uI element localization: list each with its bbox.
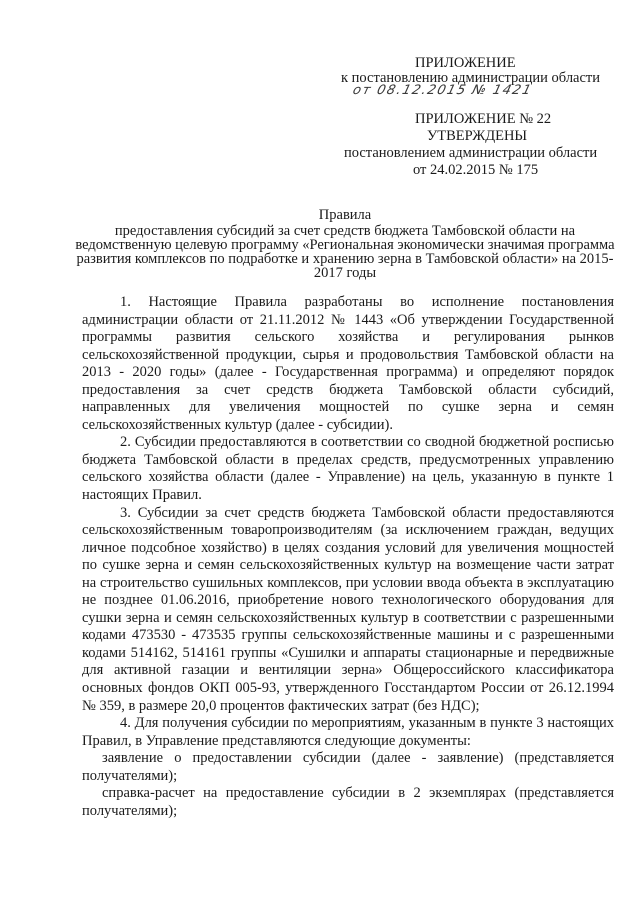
appendix-22-heading: ПРИЛОЖЕНИЕ № 22 [415,111,552,127]
document-item-application: заявление о предоставлении субсидии (далее - заявление) (представляется получателями); [82,750,614,784]
rules-subtitle: предоставления субсидий за счет средств бюджета Тамбовской области на ведомственную целевую программу «Региональная экономически значимая программа развития комплексов по подработке и хранению зерна в Тамбовской области» на 2015-2017 годы [75,223,615,281]
handwritten-date-number: от 08.12.2015 № 1421 [351,83,534,98]
paragraph-1: 1. Настоящие Правила разработаны во исполнение постановления администрации области от 21.11.2012 № 1443 «Об утверждении Государственной программы развития сельского хозяйства и регулирования рынков сельскохозяйственной продукции, сырья и продовольствия Тамбовской области на 2013 - 2020 годы» (далее - Государственная программа) и определяют порядок предоставления за счет средств бюджета Тамбовской области субсидий, направленных для увеличения мощностей по сушке зерна и семян сельскохозяйственных культур (далее - субсидии). [82,294,614,433]
rules-body [82,294,614,820]
paragraph-3: 3. Субсидии за счет средств бюджета Тамбовской области предоставляются сельскохозяйственным товаропроизводителям (за исключением граждан, ведущих личное подсобное хозяйство) в целях создания условий для увеличения мощностей по сушке зерна и семян сельскохозяйственных культур на возмещение части затрат на строительство сушильных комплексов, при условии ввода объекта в эксплуатацию не позднее 01.06.2016, приобретение нового технологического оборудования для сушки зерна и семян сельскохозяйственных культур в соответствии с разрешенными кодами 473530 - 473535 группы сельскохозяйственные машины и с разрешенными кодами 514162, 514161 группы «Сушилки и аппараты стационарные и передвижные для активной газации и вентиляции зерна» Общероссийского классификатора основных фондов ОКП 005-93, утвержденного Госстандартом России от 26.12.1994 № 359, в размере 20,0 процентов фактических затрат (без НДС); [82,504,614,714]
paragraph-2: 2. Субсидии предоставляются в соответствии со сводной бюджетной росписью бюджета Тамбовской области в пределах средств, предусмотренных управлению сельского хозяйства области (далее - Управление) на цель, указанную в пункте 1 настоящих Правил. [82,434,614,504]
approved-date: от 24.02.2015 № 175 [413,162,539,178]
rules-heading: Правила [318,207,372,223]
appendix-heading: ПРИЛОЖЕНИЕ [415,55,516,71]
appendix-reference: к постановлению администрации области [341,70,601,86]
document-item-calculation: справка-расчет на предоставление субсидии в 2 экземплярах (представляется получателями); [82,785,614,819]
paragraph-4: 4. Для получения субсидии по мероприятиям, указанным в пункте 3 настоящих Правил, в Управление представляются следующие документы: [82,715,614,749]
rules-title [75,208,615,280]
approved-label: УТВЕРЖДЕНЫ [427,128,528,144]
approved-by: постановлением администрации области [344,145,598,161]
